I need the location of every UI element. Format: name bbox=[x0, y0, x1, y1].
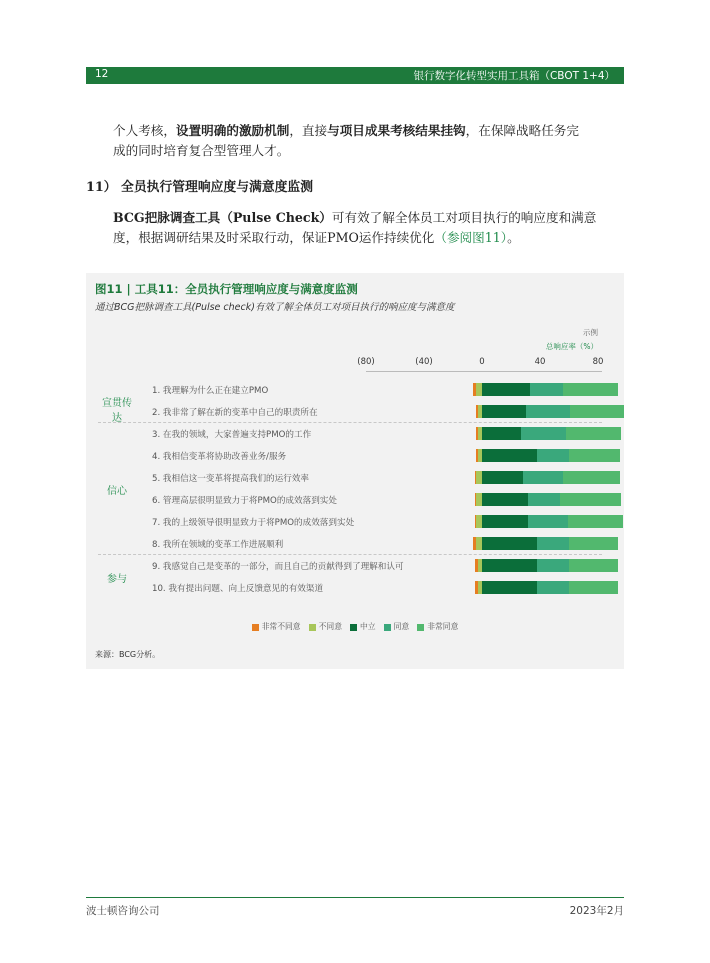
section-heading: 11） 全员执行管理响应度与满意度监测 bbox=[86, 180, 314, 195]
bar-row bbox=[86, 537, 624, 550]
footer-divider bbox=[86, 897, 624, 898]
bar-segment bbox=[482, 449, 537, 462]
legend-swatch bbox=[384, 624, 391, 631]
bar-segment bbox=[521, 427, 566, 440]
bar-segment bbox=[569, 559, 618, 572]
header-title: 银行数字化转型实用工具箱（CBOT 1+4） bbox=[413, 70, 615, 82]
bar-segment bbox=[528, 493, 560, 506]
group-divider bbox=[98, 422, 602, 423]
bar-segment bbox=[523, 471, 564, 484]
group-label: 参与 bbox=[107, 573, 127, 585]
bar-segment bbox=[569, 449, 620, 462]
row-label: 9. 我感觉自己是变革的一部分，而且自己的贡献得到了理解和认可 bbox=[152, 562, 404, 572]
bar-segment bbox=[482, 515, 528, 528]
bar-segment bbox=[560, 493, 621, 506]
legend-label: 不同意 bbox=[318, 622, 342, 631]
row-label: 7. 我的上级领导很明显致力于将PMO的成效落到实处 bbox=[152, 518, 355, 528]
bar-segment bbox=[482, 493, 528, 506]
bar-segment bbox=[570, 405, 624, 418]
bar-segment bbox=[569, 581, 618, 594]
bar-segment bbox=[537, 581, 569, 594]
row-label: 5. 我相信这一变革将提高我们的运行效率 bbox=[152, 474, 310, 484]
bar-segment bbox=[482, 383, 530, 396]
bar-row bbox=[86, 405, 624, 418]
p1-bold-2: 与项目成果考核结果挂钩 bbox=[327, 123, 466, 138]
legend-swatch bbox=[309, 624, 316, 631]
legend-swatch bbox=[350, 624, 357, 631]
bar-segment bbox=[482, 427, 521, 440]
row-label: 4. 我相信变革将协助改善业务/服务 bbox=[152, 452, 287, 462]
unit-label: 总响应率（%） bbox=[545, 342, 598, 351]
x-tick-label: 0 bbox=[479, 357, 485, 367]
p2-bold: BCG把脉调查工具（Pulse Check） bbox=[113, 210, 332, 225]
legend-item bbox=[384, 621, 410, 632]
bar-segment bbox=[530, 383, 563, 396]
footer-company: 波士顿咨询公司 bbox=[86, 905, 160, 917]
legend-item bbox=[252, 621, 301, 632]
legend-item bbox=[309, 621, 342, 632]
footer-date: 2023年2月 bbox=[569, 905, 624, 917]
figure-subtitle: 通过BCG把脉调查工具(Pulse check)有效了解全体员工对项目执行的响应度与满意度 bbox=[95, 302, 455, 313]
row-label: 8. 我所在领域的变革工作进展顺利 bbox=[152, 540, 284, 550]
bar-segment bbox=[537, 559, 569, 572]
bar-row bbox=[86, 581, 624, 594]
figure-title: 图11 | 工具11：全员执行管理响应度与满意度监测 bbox=[95, 282, 358, 296]
example-label: 示例 bbox=[583, 328, 598, 337]
legend-swatch bbox=[252, 624, 259, 631]
bar-row bbox=[86, 471, 624, 484]
p2-line-2: 度，根据调研结果及时采取行动，保证PMO运作持续优化 bbox=[113, 230, 435, 245]
bar-row bbox=[86, 515, 624, 528]
bar-segment bbox=[569, 537, 618, 550]
p1-text-2: ，直接 bbox=[289, 123, 328, 138]
p2-text-1: 可有效了解全体员工对项目执行的响应度和满意 bbox=[331, 210, 597, 225]
bar-row bbox=[86, 559, 624, 572]
x-tick-label: 80 bbox=[592, 357, 604, 367]
legend-label: 中立 bbox=[360, 622, 376, 631]
figure-reference-link[interactable]: （参阅图11） bbox=[434, 230, 508, 245]
bar-segment bbox=[482, 537, 537, 550]
bar-row bbox=[86, 449, 624, 462]
p1-text-3: ，在保障战略任务完 bbox=[465, 123, 579, 138]
row-label: 2. 我非常了解在新的变革中自己的职责所在 bbox=[152, 408, 318, 418]
legend-swatch bbox=[417, 624, 424, 631]
bar-row bbox=[86, 383, 624, 396]
p1-bold-1: 设置明确的激励机制 bbox=[175, 123, 290, 138]
bar-segment bbox=[537, 449, 569, 462]
legend-item bbox=[417, 621, 458, 632]
row-label: 1. 我理解为什么正在建立PMO bbox=[152, 386, 269, 396]
legend-item bbox=[350, 621, 376, 632]
bar-segment bbox=[528, 515, 567, 528]
row-label: 3. 在我的领域，大家普遍支持PMO的工作 bbox=[152, 430, 312, 440]
group-label: 信心 bbox=[107, 485, 127, 497]
page-number: 12 bbox=[95, 68, 109, 80]
x-tick-label: (80) bbox=[357, 357, 375, 367]
bar-row bbox=[86, 493, 624, 506]
x-tick-label: 40 bbox=[534, 357, 546, 367]
bar-segment bbox=[537, 537, 569, 550]
bar-segment bbox=[563, 383, 618, 396]
paragraph-1 bbox=[113, 121, 633, 161]
paragraph-2 bbox=[113, 208, 633, 248]
group-label: 宣贯传达 bbox=[102, 397, 132, 424]
p2-end: 。 bbox=[507, 230, 520, 245]
legend-label: 非常不同意 bbox=[261, 622, 301, 631]
legend-label: 非常同意 bbox=[427, 622, 459, 631]
x-tick-label: (40) bbox=[415, 357, 433, 367]
bar-segment bbox=[482, 405, 526, 418]
bar-segment bbox=[563, 471, 620, 484]
p1-line-2: 成的同时培育复合型管理人才。 bbox=[113, 143, 290, 158]
x-axis-line bbox=[366, 371, 602, 372]
bar-row bbox=[86, 427, 624, 440]
bar-segment bbox=[482, 581, 537, 594]
figure-source: 来源：BCG分析。 bbox=[95, 650, 161, 659]
legend-label: 同意 bbox=[393, 622, 410, 631]
bar-segment bbox=[482, 559, 537, 572]
page-header-bar bbox=[86, 67, 624, 84]
p1-text-1: 个人考核， bbox=[113, 123, 176, 138]
row-label: 6. 管理高层很明显致力于将PMO的成效落到实处 bbox=[152, 496, 337, 506]
figure-box bbox=[86, 273, 624, 669]
bar-segment bbox=[568, 515, 623, 528]
bar-segment bbox=[566, 427, 621, 440]
group-divider bbox=[98, 554, 602, 555]
row-label: 10. 我有提出问题、向上反馈意见的有效渠道 bbox=[152, 584, 324, 594]
bar-segment bbox=[482, 471, 523, 484]
bar-segment bbox=[526, 405, 571, 418]
chart-legend bbox=[86, 621, 624, 632]
